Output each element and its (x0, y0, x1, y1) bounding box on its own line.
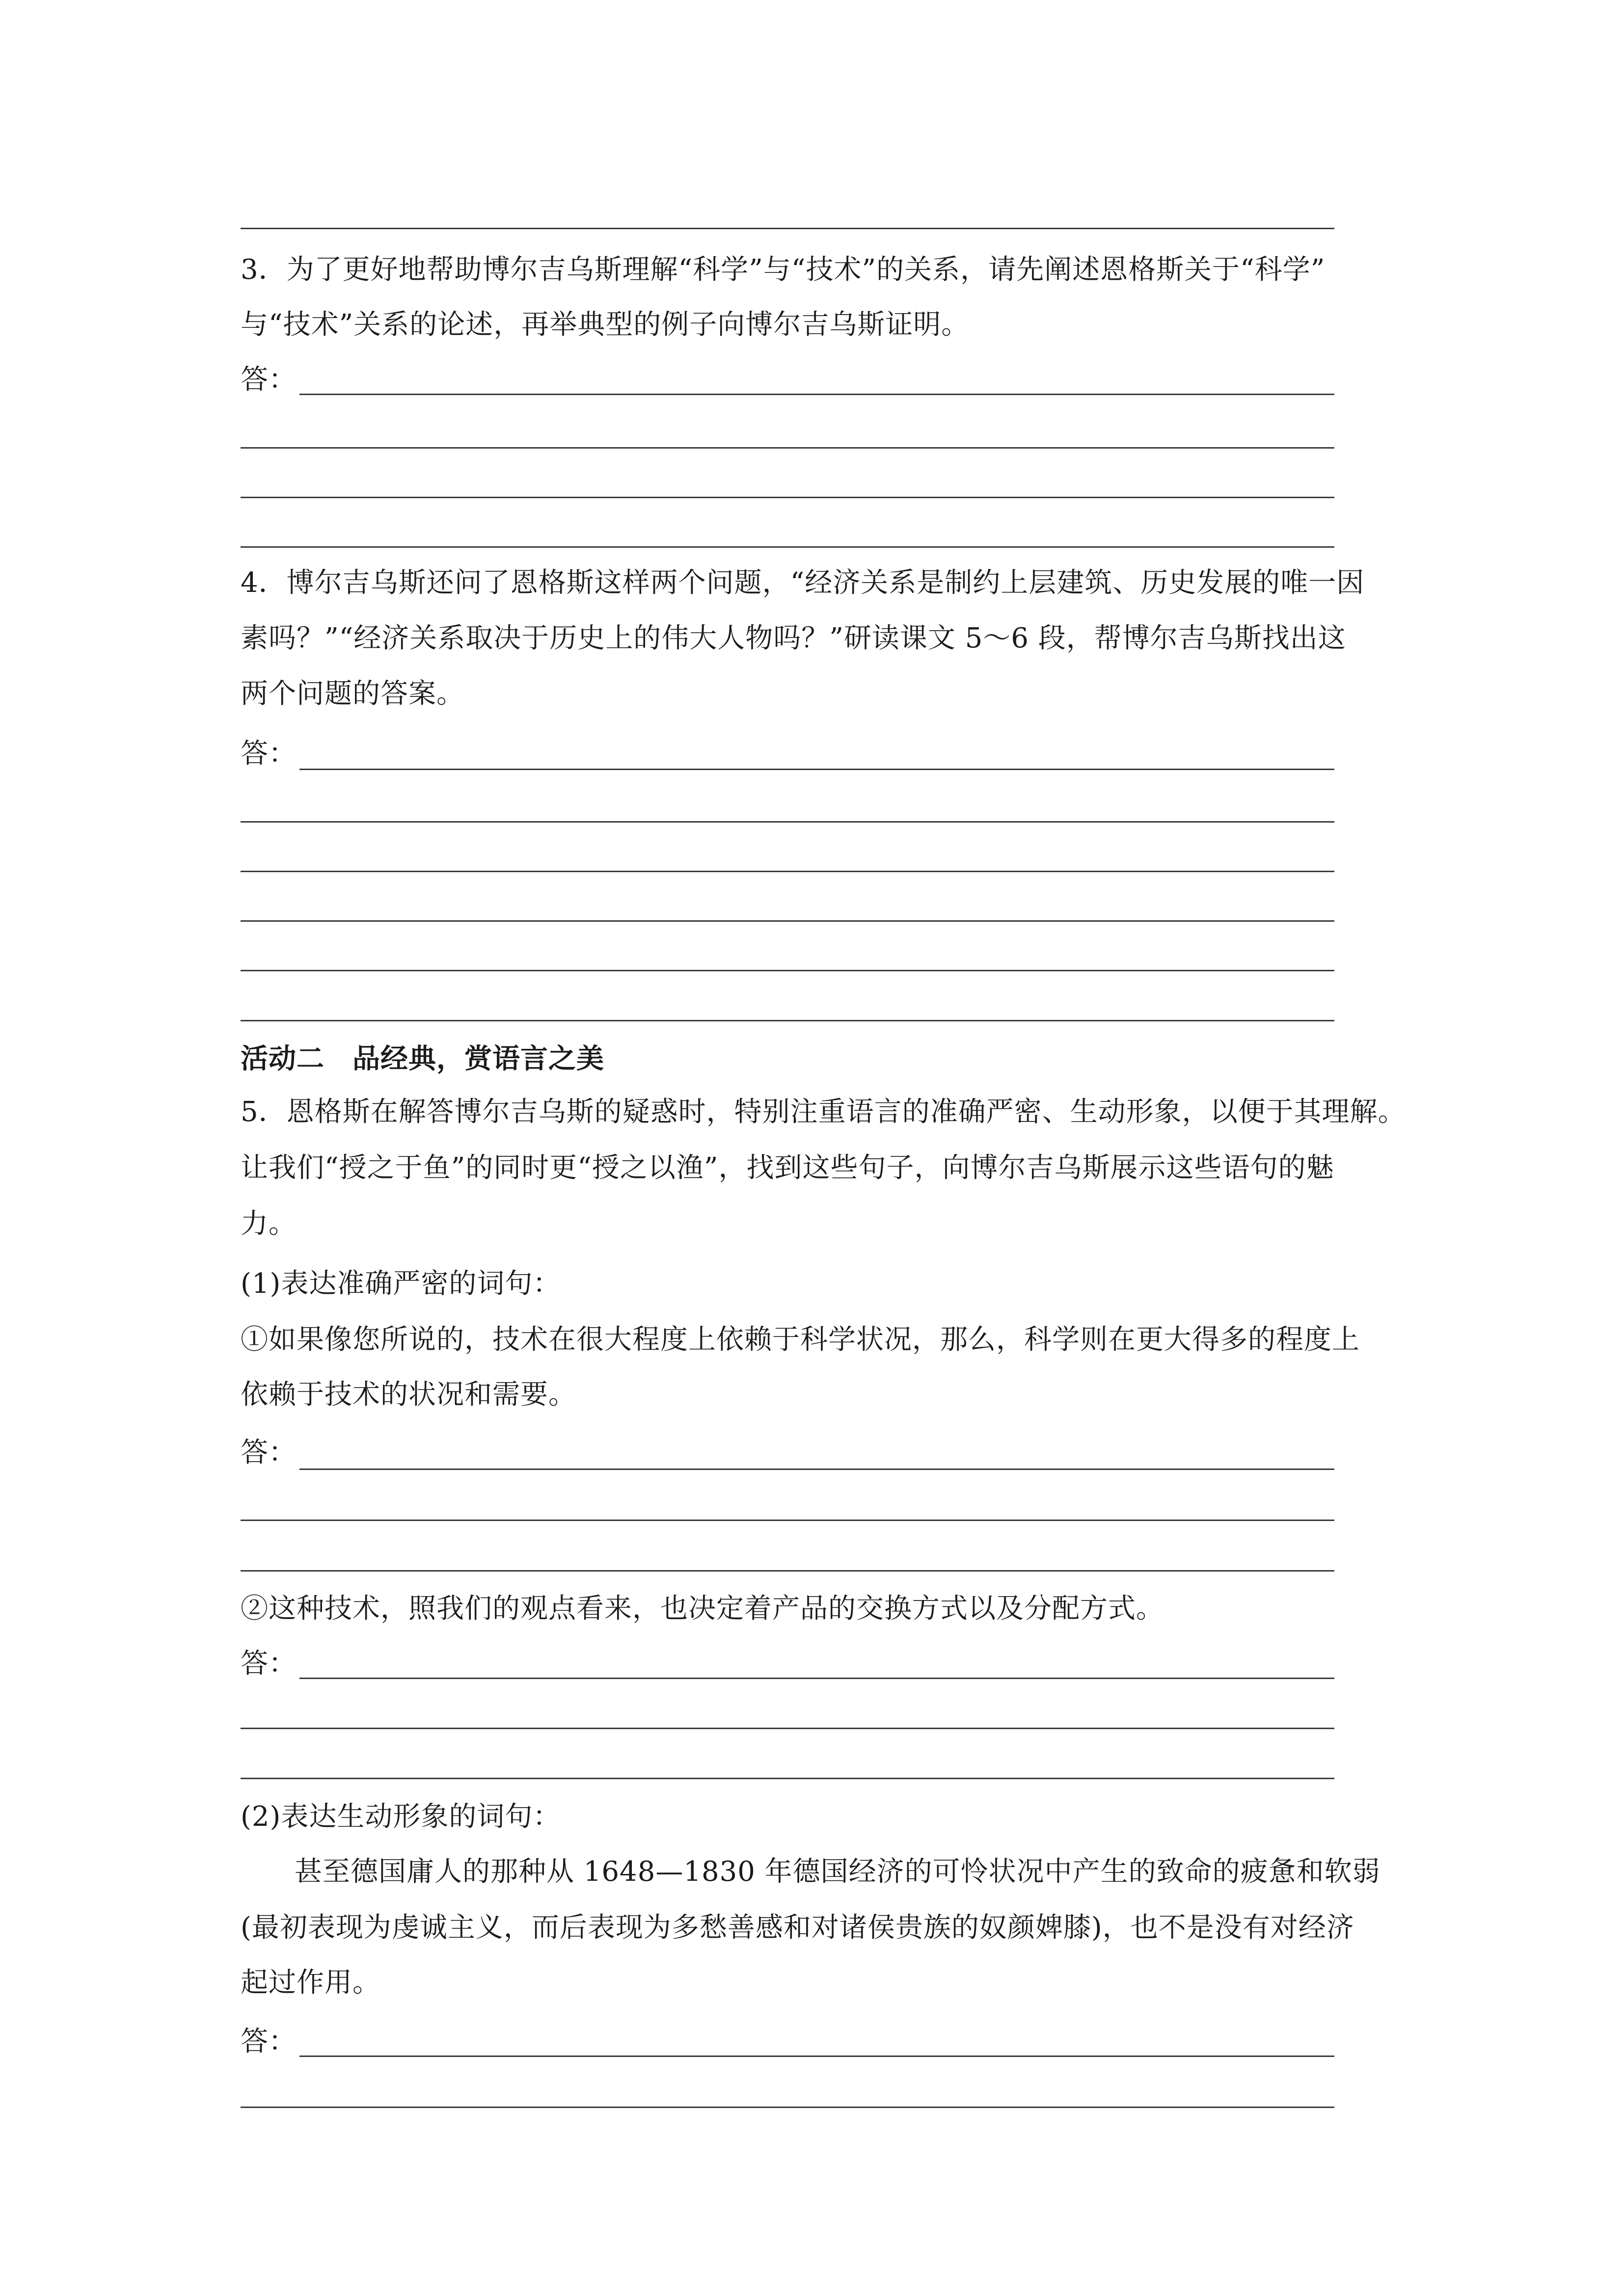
answer-line[interactable] (241, 970, 1334, 971)
part-1-label: (1)表达准确严密的词句： (241, 1268, 561, 1300)
question-4-line-2: 素吗？”“经济关系取决于历史上的伟大人物吗？”研读课文 5～6 段，帮博尔吉乌斯找出这 (241, 622, 1346, 654)
quote-line-2: (最初表现为虔诚主义，而后表现为多愁善感和对诸侯贵族的奴颜婢膝)，也不是没有对经济 (241, 1912, 1354, 1944)
answer-line[interactable] (299, 2056, 1334, 2057)
answer-label: 答： (241, 364, 297, 396)
item-1-line-1: ①如果像您所说的，技术在很大程度上依赖于科学状况，那么，科学则在更大得多的程度上 (241, 1324, 1360, 1356)
answer-line[interactable] (241, 871, 1334, 872)
answer-label: 答： (241, 738, 297, 770)
answer-line[interactable] (241, 1020, 1334, 1021)
question-5-line-3: 力。 (241, 1208, 297, 1240)
answer-line[interactable] (241, 2107, 1334, 2108)
section-heading: 活动二 品经典，赏语言之美 (241, 1043, 604, 1075)
answer-line[interactable] (299, 1678, 1334, 1679)
answer-line[interactable] (299, 394, 1334, 395)
question-5-line-1: 5．恩格斯在解答博尔吉乌斯的疑惑时，特别注重语言的准确严密、生动形象，以便于其理解。 (241, 1096, 1406, 1128)
answer-line[interactable] (299, 1468, 1334, 1470)
part-2-label: (2)表达生动形象的词句： (241, 1801, 561, 1833)
quote-line-3: 起过作用。 (241, 1967, 380, 1999)
item-2-line-1: ②这种技术，照我们的观点看来，也决定着产品的交换方式以及分配方式。 (241, 1593, 1164, 1625)
answer-line[interactable] (241, 821, 1334, 823)
quote-line-1: 甚至德国庸人的那种从 1648—1830 年德国经济的可怜状况中产生的致命的疲惫和软弱 (295, 1856, 1380, 1888)
answer-label: 答： (241, 1437, 297, 1468)
answer-line[interactable] (241, 1778, 1334, 1779)
answer-line[interactable] (241, 920, 1334, 922)
question-5-line-2: 让我们“授之于鱼”的同时更“授之以渔”，找到这些句子，向博尔吉乌斯展示这些语句的魅 (241, 1152, 1334, 1184)
answer-line[interactable] (241, 228, 1334, 229)
answer-line[interactable] (241, 1520, 1334, 1521)
answer-label: 答： (241, 1648, 297, 1680)
answer-line[interactable] (241, 1570, 1334, 1572)
answer-line[interactable] (299, 769, 1334, 770)
item-1-line-2: 依赖于技术的状况和需要。 (241, 1379, 576, 1411)
question-4-line-3: 两个问题的答案。 (241, 678, 464, 710)
answer-line[interactable] (241, 1728, 1334, 1729)
answer-line[interactable] (241, 447, 1334, 449)
answer-line[interactable] (241, 546, 1334, 548)
answer-label: 答： (241, 2026, 297, 2057)
question-3-line-2: 与“技术”关系的论述，再举典型的例子向博尔吉乌斯证明。 (241, 309, 970, 341)
question-3-line-1: 3．为了更好地帮助博尔吉乌斯理解“科学”与“技术”的关系，请先阐述恩格斯关于“科学” (241, 254, 1326, 286)
answer-line[interactable] (241, 497, 1334, 498)
question-4-line-1: 4．博尔吉乌斯还问了恩格斯这样两个问题，“经济关系是制约上层建筑、历史发展的唯一因 (241, 567, 1365, 599)
